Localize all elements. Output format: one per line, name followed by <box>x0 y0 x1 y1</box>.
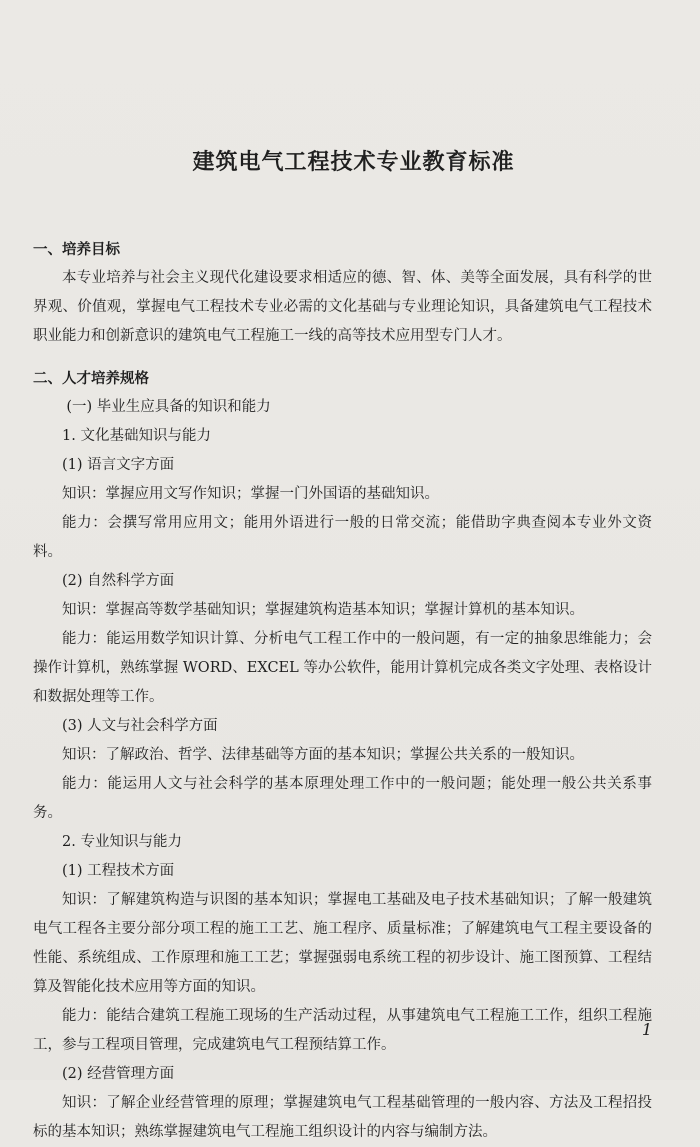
paragraph-language-knowledge: 知识：掌握应用文写作知识；掌握一门外国语的基础知识。 <box>62 486 439 502</box>
paragraph-goals: 本专业培养与社会主义现代化建设要求相适应的德、智、体、美等全面发展，具有科学的世界观、价值观，掌握电气工程技术专业必需的文化基础与专业理论知识，具备建筑电气工程技术职业能力和创新意识的建筑电气工程施工一线的高等技术应用型专门人才。 <box>33 270 652 344</box>
subheading-culture-basics: 1. 文化基础知识与能力 <box>62 428 211 444</box>
paragraph-engineering-ability: 能力：能结合建筑工程施工现场的生产活动过程，从事建筑电气工程施工工作，组织工程施工，参与工程项目管理，完成建筑电气工程预结算工作。 <box>33 1008 652 1053</box>
paragraph-science-ability: 能力：能运用数学知识计算、分析电气工程工作中的一般问题，有一定的抽象思维能力；会操作计算机，熟练掌握 WORD、EXCEL 等办公软件，能用计算机完成各类文字处理、表格设计和数据处理等工作。 <box>33 631 652 705</box>
item-humanities: (3) 人文与社会科学方面 <box>62 718 218 734</box>
document-title: 建筑电气工程技术专业教育标准 <box>192 150 515 175</box>
page-number: 1 <box>641 1020 652 1039</box>
paragraph-language-ability: 能力：会撰写常用应用文；能用外语进行一般的日常交流；能借助字典查阅本专业外文资料。 <box>33 515 652 560</box>
subheading-professional: 2. 专业知识与能力 <box>62 834 182 850</box>
section-heading-specs: 二、人才培养规格 <box>33 371 149 387</box>
paragraph-science-knowledge: 知识：掌握高等数学基础知识；掌握建筑构造基本知识；掌握计算机的基本知识。 <box>62 602 584 618</box>
item-language: (1) 语言文字方面 <box>62 457 175 473</box>
paragraph-humanities-ability: 能力：能运用人文与社会科学的基本原理处理工作中的一般问题；能处理一般公共关系事务。 <box>33 776 652 821</box>
section-heading-goals: 一、培养目标 <box>33 242 120 258</box>
item-engineering: (1) 工程技术方面 <box>62 863 175 879</box>
paragraph-management-knowledge: 知识：了解企业经营管理的原理；掌握建筑电气工程基础管理的一般内容、方法及工程招投标的基本知识；熟练掌握建筑电气工程施工组织设计的内容与编制方法。 <box>33 1095 652 1140</box>
item-management: (2) 经营管理方面 <box>62 1066 175 1082</box>
paragraph-humanities-knowledge: 知识：了解政治、哲学、法律基础等方面的基本知识；掌握公共关系的一般知识。 <box>62 747 584 763</box>
item-natural-science: (2) 自然科学方面 <box>62 573 175 589</box>
subheading-knowledge-abilities: (一) 毕业生应具备的知识和能力 <box>66 399 271 415</box>
paragraph-engineering-knowledge: 知识：了解建筑构造与识图的基本知识；掌握电工基础及电子技术基础知识；了解一般建筑电气工程各主要分部分项工程的施工工艺、施工程序、质量标准；了解建筑电气工程主要设备的性能、系统组成、工作原理和施工工艺；掌握强弱电系统工程的初步设计、施工图预算、工程结算及智能化技术应用等方面的知识。 <box>33 892 652 995</box>
